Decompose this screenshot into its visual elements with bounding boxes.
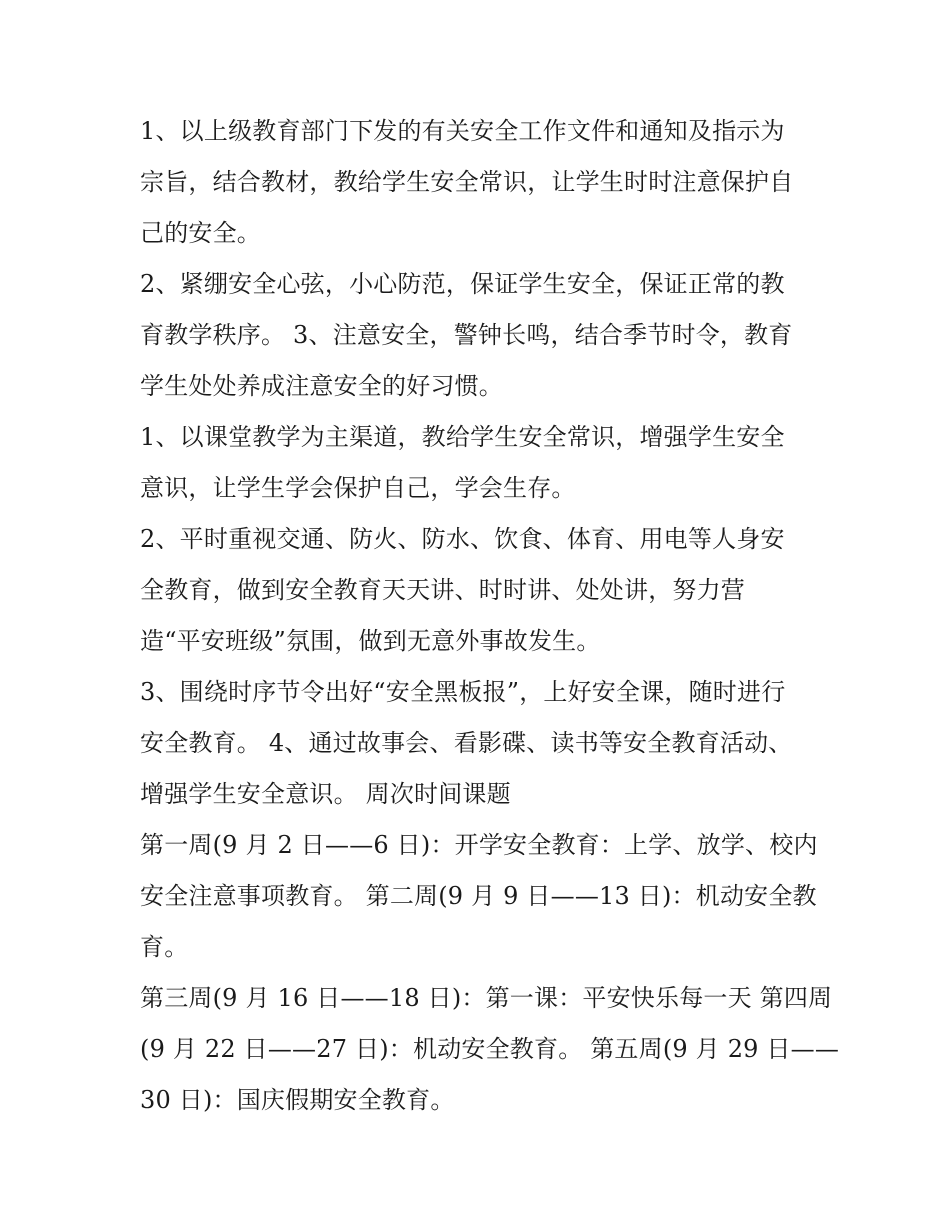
text-line: 育教学秩序。 3、注意安全，警钟长鸣，结合季节时令，教育 (140, 321, 793, 349)
text-line: 全教育，做到安全教育天天讲、时时讲、处处讲，努力营 (140, 576, 745, 604)
text-line: (9 月 22 日——27 日)：机动安全教育。 第五周(9 月 29 日—— (140, 1035, 840, 1063)
text-line: 意识，让学生学会保护自己，学会生存。 (140, 474, 576, 502)
text-line: 造“平安班级”氛围，做到无意外事故发生。 (140, 627, 601, 655)
text-line: 30 日)：国庆假期安全教育。 (140, 1086, 455, 1114)
text-line: 增强学生安全意识。 周次时间课题 (140, 780, 511, 808)
text-line: 1、以上级教育部门下发的有关安全工作文件和通知及指示为 (140, 117, 785, 145)
text-line: 3、围绕时序节令出好“安全黑板报”，上好安全课，随时进行 (140, 678, 786, 706)
document-body (140, 106, 840, 1126)
text-line: 育。 (140, 933, 189, 961)
text-line: 第一周(9 月 2 日——6 日)：开学安全教育：上学、放学、校内 (140, 831, 818, 859)
text-line: 1、以课堂教学为主渠道，教给学生安全常识，增强学生安全 (140, 423, 785, 451)
text-line: 学生处处养成注意安全的好习惯。 (140, 372, 503, 400)
text-line: 宗旨，结合教材，教给学生安全常识，让学生时时注意保护自 (140, 168, 794, 196)
text-line: 己的安全。 (140, 219, 261, 247)
text-line: 安全注意事项教育。 第二周(9 月 9 日——13 日)：机动安全教 (140, 882, 817, 910)
text-line: 安全教育。 4、通过故事会、看影碟、读书等安全教育活动、 (140, 729, 793, 757)
text-line: 2、平时重视交通、防火、防水、饮食、体育、用电等人身安 (140, 525, 785, 553)
text-line: 2、紧绷安全心弦，小心防范，保证学生安全，保证正常的教 (140, 270, 785, 298)
text-line: 第三周(9 月 16 日——18 日)：第一课：平安快乐每一天 第四周 (140, 984, 833, 1012)
